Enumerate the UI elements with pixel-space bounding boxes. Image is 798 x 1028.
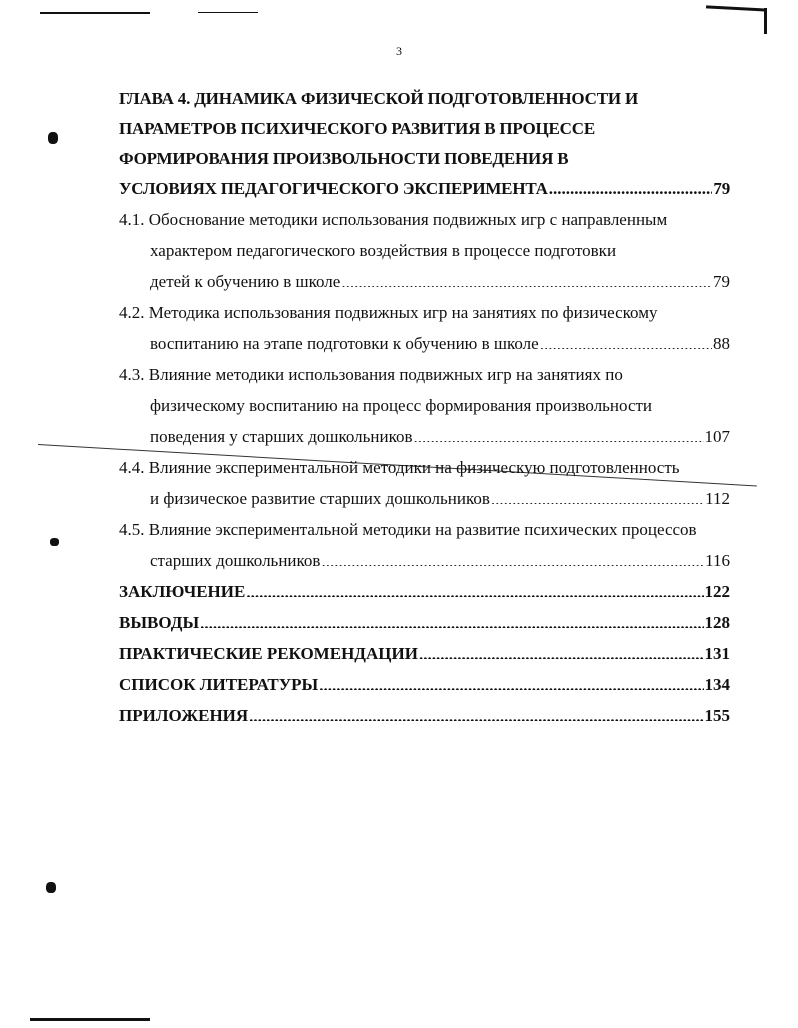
scan-corner-right [764,8,767,34]
section-line: 4.3. Влияние методики использования подвижных игр на занятиях по [119,365,623,384]
entry-page: 134 [704,675,730,694]
toc-entry-findings [119,607,730,638]
ink-blot-2 [50,538,59,546]
entry-page: 122 [704,582,730,601]
leader-dots [321,546,704,566]
scan-line-top-mid [198,12,258,13]
entry-page: 131 [704,644,730,663]
entry-label: ВЫВОДЫ [119,613,200,632]
leader-dots [200,608,703,628]
leader-dots [549,174,713,194]
section-line: физическому воспитанию на процесс формирования произвольности [150,396,653,415]
section-line: 4.5. Влияние экспериментальной методики на развитие психических процессов [119,520,697,539]
entry-label: ЗАКЛЮЧЕНИЕ [119,582,246,601]
scan-line-top-left [40,12,150,14]
chapter-title-line: ФОРМИРОВАНИЯ ПРОИЗВОЛЬНОСТИ ПОВЕДЕНИЯ В [119,149,569,168]
entry-page: 155 [704,706,730,725]
section-line: 4.4. Влияние экспериментальной методики на физическую подготовленность [119,458,680,477]
section-page: 116 [705,551,730,570]
leader-dots [419,639,704,659]
leader-dots [414,422,704,442]
toc-section-4-1 [119,204,730,297]
page-number: 3 [396,44,402,58]
chapter-title-text: УСЛОВИЯХ ПЕДАГОГИЧЕСКОГО ЭКСПЕРИМЕНТА [119,179,548,198]
toc-entry-recommendations [119,638,730,669]
section-page: 107 [704,427,730,446]
section-text: детей к обучению в школе [150,272,341,291]
section-text: поведения у старших дошкольников [150,427,413,446]
section-last-line [119,421,730,452]
entry-label: СПИСОК ЛИТЕРАТУРЫ [119,675,319,694]
section-last-line [119,545,730,576]
toc-section-4-3 [119,359,730,452]
entry-page: 128 [704,613,730,632]
leader-dots [341,267,712,287]
ink-blot-1 [48,132,58,144]
chapter-title [119,84,730,204]
scan-line-bottom-left [30,1018,150,1021]
chapter-title-last-line [119,174,730,204]
section-page: 88 [713,334,730,353]
section-text: воспитанию на этапе подготовки к обучению в школе [150,334,539,353]
section-line: 4.2. Методика использования подвижных игр на занятиях по физическому [119,303,658,322]
leader-dots [540,329,712,349]
section-last-line [119,328,730,359]
toc-entry-appendices [119,700,730,731]
ink-blot-3 [46,882,56,893]
toc-entry-conclusion [119,576,730,607]
leader-dots [246,577,703,597]
section-page: 112 [705,489,730,508]
section-line: 4.1. Обоснование методики использования подвижных игр с направленным [119,210,668,229]
toc-entry-bibliography [119,669,730,700]
section-page: 79 [713,272,730,291]
section-last-line [119,483,730,514]
section-text: старших дошкольников [150,551,321,570]
chapter-title-line: ГЛАВА 4. ДИНАМИКА ФИЗИЧЕСКОЙ ПОДГОТОВЛЕННОСТИ И [119,89,638,108]
section-text: и физическое развитие старших дошкольников [150,489,490,508]
table-of-contents [119,84,730,731]
chapter-page: 79 [713,179,730,198]
entry-label: ПРАКТИЧЕСКИЕ РЕКОМЕНДАЦИИ [119,644,418,663]
leader-dots [319,670,703,690]
toc-section-4-2 [119,297,730,359]
scan-line-top-right [706,5,766,11]
leader-dots [249,701,703,721]
section-last-line [119,266,730,297]
entry-label: ПРИЛОЖЕНИЯ [119,706,249,725]
toc-section-4-5 [119,514,730,576]
chapter-title-line: ПАРАМЕТРОВ ПСИХИЧЕСКОГО РАЗВИТИЯ В ПРОЦЕССЕ [119,119,595,138]
leader-dots [491,484,704,504]
section-line: характером педагогического воздействия в процессе подготовки [150,241,617,260]
toc-section-4-4 [119,452,730,514]
